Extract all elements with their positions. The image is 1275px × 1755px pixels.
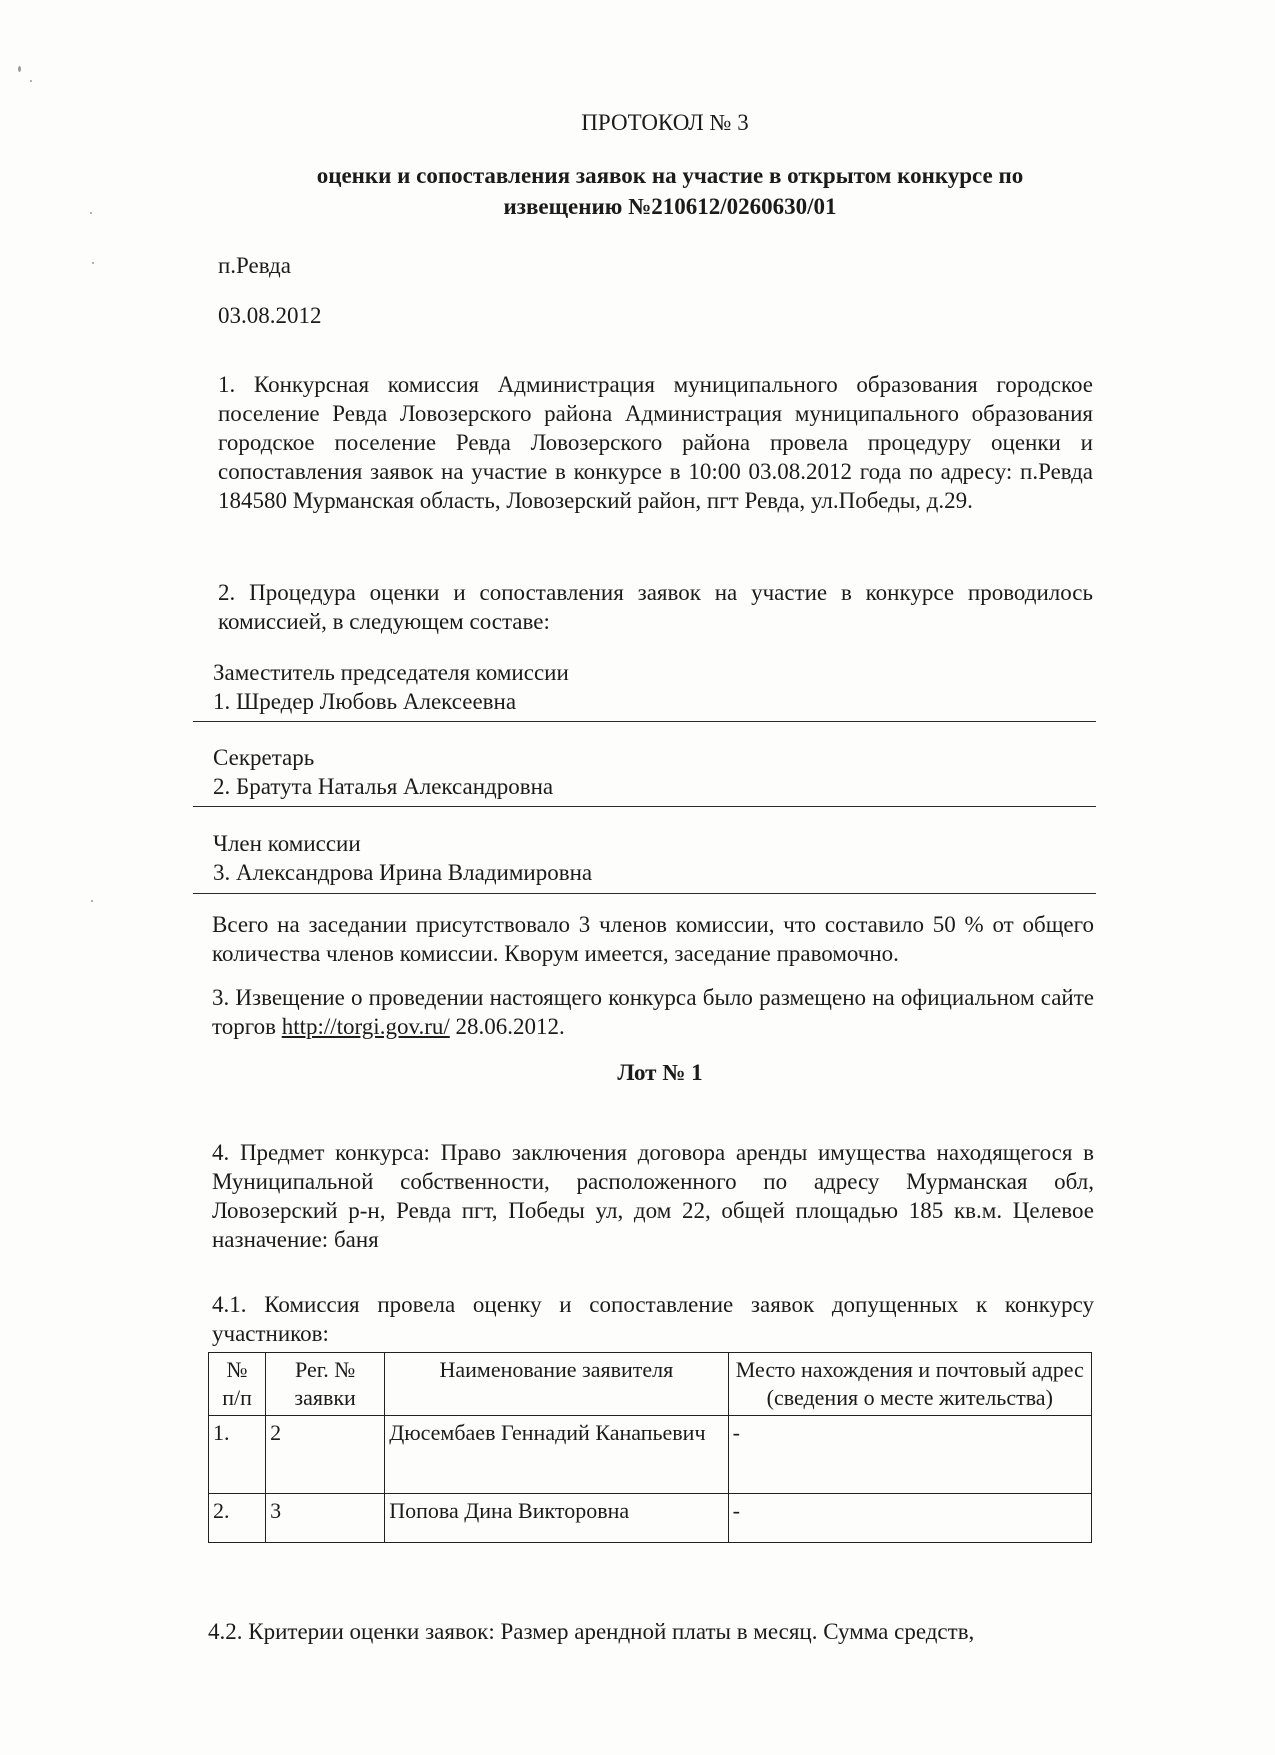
paragraph-4-1: 4.1. Комиссия провела оценку и сопоставление заявок допущенных к конкурсу участников: (212, 1292, 1094, 1346)
paragraph-2: 2. Процедура оценки и сопоставления заявок на участие в конкурсе проводилось комиссией, в следующем составе: (218, 580, 1093, 634)
paragraph-3-text: 3. Извещение о проведении настоящего конкурса было размещено на официальном сайте торгов (212, 985, 1094, 1039)
signature-line (193, 721, 1096, 722)
member-3 (213, 829, 1093, 887)
header-address: Место нахождения и почтовый адрес (сведения о месте жительства) (728, 1353, 1091, 1416)
scan-speck (92, 262, 94, 264)
cell-address: - (728, 1416, 1091, 1494)
cell-applicant-name: Дюсембаев Геннадий Канапьевич (385, 1416, 728, 1494)
scan-speck (30, 80, 32, 82)
member-name: 2. Братута Наталья Александровна (213, 774, 554, 799)
table-row (209, 1416, 1092, 1494)
date: 03.08.2012 (218, 303, 322, 328)
lot-heading: Лот № 1 (617, 1060, 703, 1085)
applicants-table (208, 1352, 1092, 1543)
torgi-link[interactable]: http://torgi.gov.ru/ (281, 1014, 450, 1039)
subtitle-line-1: оценки и сопоставления заявок на участие в открытом конкурсе по (316, 163, 1024, 188)
header-registration (266, 1353, 385, 1416)
member-role: Секретарь (213, 745, 315, 770)
table-row (209, 1494, 1092, 1543)
signature-line (193, 893, 1096, 894)
protocol-subtitle (250, 160, 1090, 222)
cell-number: 1. (209, 1416, 266, 1494)
cell-registration: 3 (266, 1494, 385, 1543)
header-applicant-name: Наименование заявителя (385, 1353, 728, 1416)
paragraph-4-2: 4.2. Критерии оценки заявок: Размер арендной платы в месяц. Сумма средств, (208, 1619, 975, 1644)
member-name: 3. Александрова Ирина Владимировна (213, 860, 593, 885)
subtitle-line-2: извещению №210612/0260630/01 (503, 194, 837, 219)
member-2 (213, 743, 1093, 801)
cell-address: - (728, 1494, 1091, 1543)
scan-speck (18, 66, 21, 72)
header-number-line: № (226, 1357, 248, 1382)
paragraph-3-date: 28.06.2012. (449, 1014, 565, 1039)
member-role: Член комиссии (213, 831, 361, 856)
protocol-title: ПРОТОКОЛ № 3 (581, 110, 749, 135)
quorum-paragraph: Всего на заседании присутствовало 3 членов комиссии, что составило 50 % от общего количества членов комиссии. Кворум имеется, заседание правомочно. (212, 912, 1094, 966)
cell-registration: 2 (266, 1416, 385, 1494)
paragraph-1: 1. Конкурсная комиссия Администрация муниципального образования городское поселение Ревда Ловозерского района Администрация муниципального образования городское поселение Ревда Ловозерского района провела процедуру оценки и сопоставления заявок на участие в конкурсе в 10:00 03.08.2012 года по адресу: п.Ревда 184580 Мурманская область, Ловозерский район, пгт Ревда, ул.Победы, д.29. (218, 372, 1093, 513)
member-name: 1. Шредер Любовь Алексеевна (213, 689, 517, 714)
place: п.Ревда (218, 253, 291, 278)
header-registration-line: заявки (294, 1385, 356, 1410)
table-header-row (209, 1353, 1092, 1416)
signature-line (193, 806, 1096, 807)
header-registration-line: Рег. № (295, 1357, 356, 1382)
paragraph-4: 4. Предмет конкурса: Право заключения договора аренды имущества находящегося в Муниципальной собственности, расположенного по адресу Мурманская обл, Ловозерский р-н, Ревда пгт, Победы ул, дом 22, общей площадью 185 кв.м. Целевое назначение: баня (212, 1140, 1094, 1252)
member-1 (213, 658, 1093, 716)
scan-speck (91, 900, 93, 902)
paragraph-3 (212, 983, 1094, 1041)
cell-number: 2. (209, 1494, 266, 1543)
member-role: Заместитель председателя комиссии (213, 660, 569, 685)
cell-applicant-name: Попова Дина Викторовна (385, 1494, 728, 1543)
scan-speck (90, 212, 92, 214)
header-number-line: п/п (222, 1385, 252, 1410)
header-number (209, 1353, 266, 1416)
